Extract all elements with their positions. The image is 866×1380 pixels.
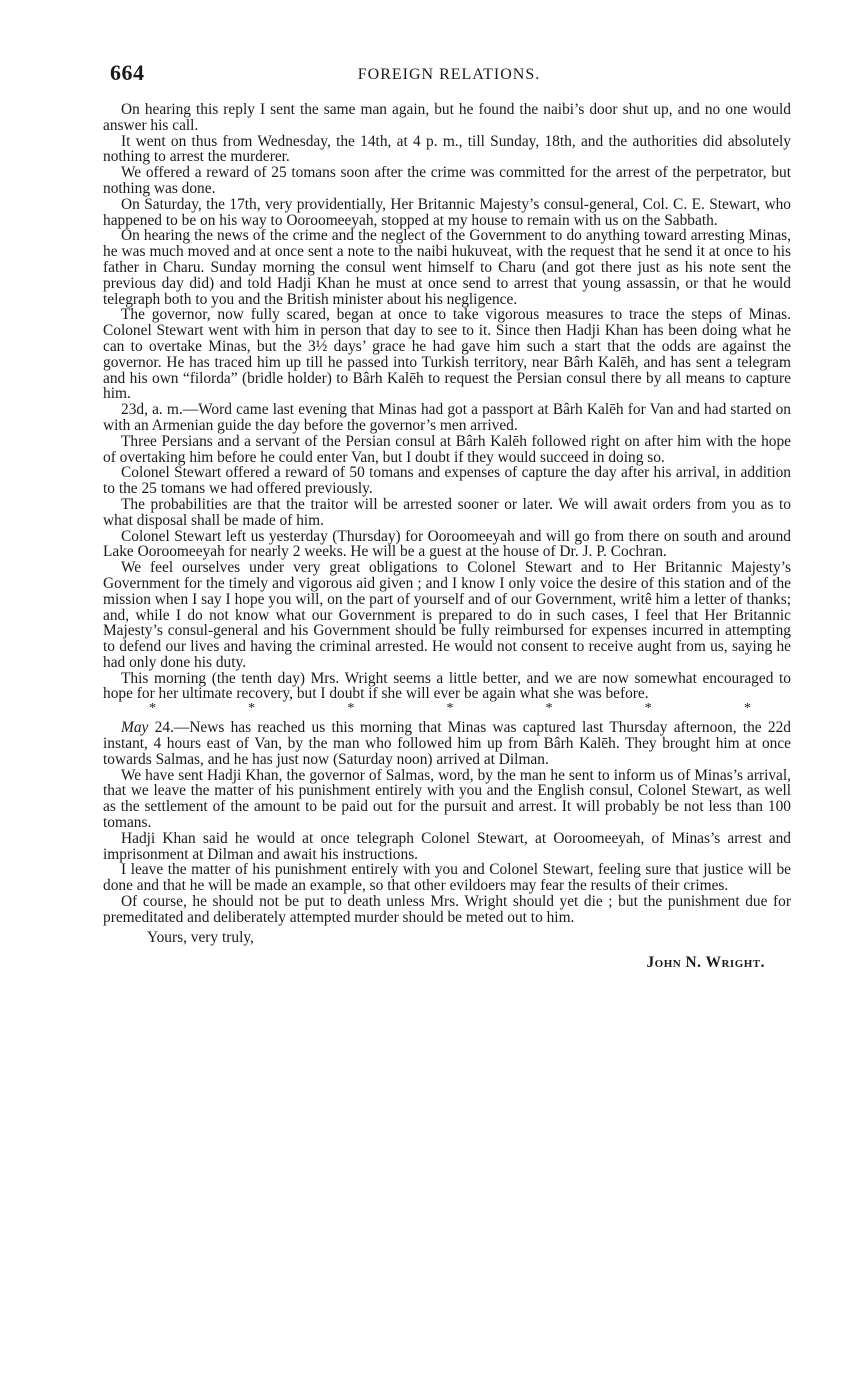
paragraph: The probabilities are that the traitor will be arrested sooner or later. We will await orders from you as to what disposal shall be made of him. [103,495,791,529]
paragraph: The governor, now fully scared, began at once to take vigorous measures to trace the steps of Minas. Colonel Stewart went with him in person that day to see to it. Since then Hadji Khan has been doing what he can to overtake Minas, but the 3½ days’ grace he had gave him such a start that the odds are against the governor. He has traced him up till he passed into Turkish territory, near Bârh Kalēh, and has sent a telegram and his own “filorda” (bridle holder) to Bârh Kalēh to request the Persian consul there by all means to capture him. [103,306,791,403]
may-date-label: May [121,719,149,737]
may-entry-text: 24.—News has reached us this morning that Minas was captured last Thursday afternoon, the 22d instant, 4 hours east of Van, by the man who followed him up from Bârh Kalēh. They brought him at once towards Salmas, and he has just now (Saturday noon) arrived at Dilman. [103,719,791,768]
paragraph: 23d, a. m.—Word came last evening that Minas had got a passport at Bârh Kalēh for Van and had started on with an Armenian guide the day before the governor’s men arrived. [103,401,791,434]
star: * [545,701,553,717]
paragraph: This morning (the tenth day) Mrs. Wright seems a little better, and we are now somewhat encouraged to hope for her ultimate recovery, but I doubt if she will ever be again what she was before. [103,669,791,703]
letter-signature: John N. Wright. [646,954,765,972]
paragraph: Hadji Khan said he would at once telegraph Colonel Stewart, at Ooroomeeyah, of Minas’s arrest and imprisonment at Dilman and await his instructions. [103,829,791,863]
letter-closing: Yours, very truly, [147,928,254,946]
paragraph: On hearing this reply I sent the same man again, but he found the naibi’s door shut up, and no one would answer his call. [103,101,791,134]
star: * [149,701,156,717]
paragraph: We offered a reward of 25 tomans soon after the crime was committed for the arrest of the perpetrator, but nothing was done. [103,164,791,197]
paragraph: We feel ourselves under very great obligations to Colonel Stewart and to Her Britannic Majesty’s Government for the timely and vigorous aid given ; and I know I only voice the desire of this station and of the mission when I say I hope you will, on the part of yourself and of our Government, writê him a letter of thanks; and, while I do not know what our Government is prepared to do in such cases, I feel that Her Britannic Majesty’s consul-general and his Government should be fully reimbursed for expenses incurred in attempting to defend our lives and having the criminal arrested. He would not consent to receive aught from us, saying he had only done his duty. [103,559,791,671]
section-break-stars [103,702,791,716]
may-entry-paragraph [103,720,791,767]
star: * [743,701,751,717]
paragraph: Three Persians and a servant of the Persian consul at Bârh Kalēh followed right on after him with the hope of overtaking him before he could enter Van, but I doubt if they would succeed in doing so. [103,432,791,466]
star: * [248,701,256,717]
paragraph: Colonel Stewart offered a reward of 50 tomans and expenses of capture the day after his arrival, in addition to the 25 tomans we had offered previously. [103,464,791,498]
running-title: FOREIGN RELATIONS. [357,66,541,83]
letter-body [103,102,791,971]
paragraph: On Saturday, the 17th, very providentially, Her Britannic Majesty’s consul-general, Col. C. E. Stewart, who happened to be on his way to Ooroomeeyah, stopped at my house to remain with us on the Sabbath. [103,195,791,229]
paragraph: Of course, he should not be put to death unless Mrs. Wright should yet die ; but the punishment due for premeditated and deliberately attempted murder should be meted out to him. [103,893,791,926]
paragraph: It went on thus from Wednesday, the 14th, at 4 p. m., till Sunday, 18th, and the authorities did absolutely nothing to arrest the murderer. [103,132,791,166]
star: * [446,701,454,717]
page-header [108,60,790,90]
star: * [347,701,355,717]
paragraph: On hearing the news of the crime and the neglect of the Government to do anything toward arresting Minas, he was much moved and at once sent a note to the naibi hukuveat, with the request that he send it at once to his father in Charu. Sunday morning the consul went himself to Charu (and got there just as his note sent the previous day did) and told Hadji Khan he must at once send to arrest that young assassin, or that he would telegraph both to you and the British minister about his negligence. [103,227,791,308]
paragraph: We have sent Hadji Khan, the governor of Salmas, word, by the man he sent to inform us of Minas’s arrival, that we leave the matter of his punishment entirely with you and the English consul, Colonel Stewart, as well as the settlement of the amount to be paid out for the pursuit and arrest. It will probably be not less than 100 tomans. [103,766,791,832]
star: * [644,701,652,717]
page-number: 664 [110,60,145,85]
paragraph: Colonel Stewart left us yesterday (Thursday) for Ooroomeeyah and will go from there on south and around Lake Ooroomeeyah for nearly 2 weeks. He will be a guest at the house of Dr. J. P. Cochran. [103,527,791,561]
paragraph: I leave the matter of his punishment entirely with you and Colonel Stewart, feeling sure that justice will be done and that he will be made an example, so that other evildoers may fear the results of their crimes. [103,861,791,895]
